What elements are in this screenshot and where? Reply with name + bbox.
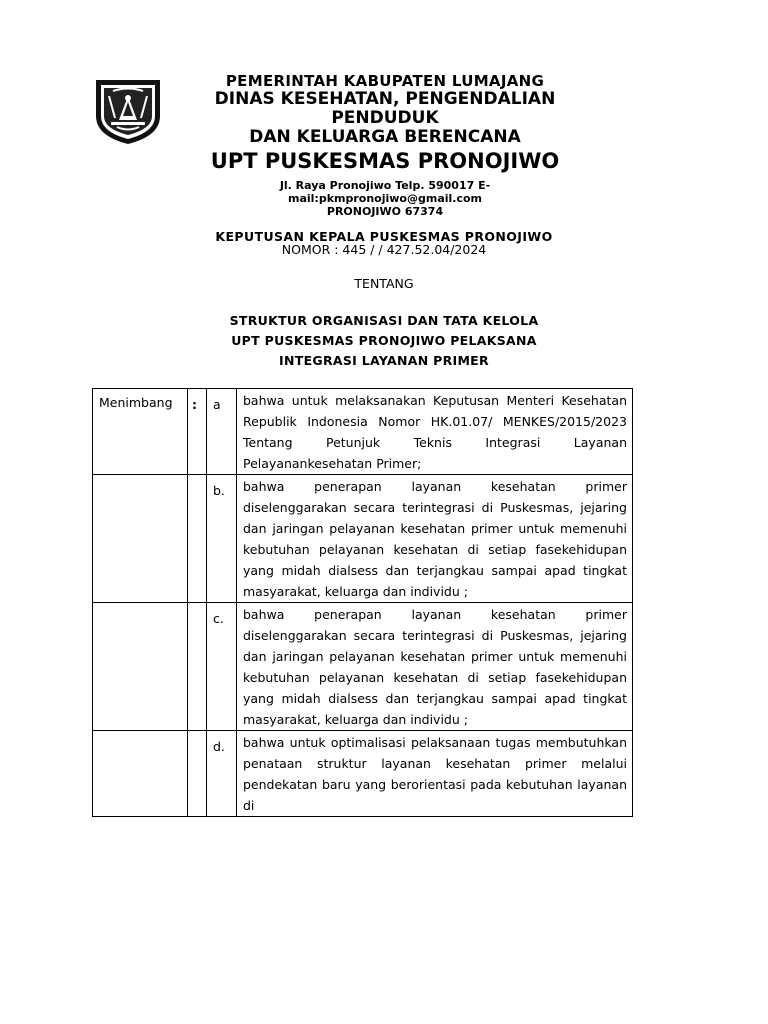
decision-number: NOMOR : 445 / / 427.52.04/2024 <box>281 242 487 257</box>
table-row <box>93 389 633 475</box>
item-text: bahwa penerapan layanan kesehatan primer diselenggarakan secara terintegrasi di Puskesmas, jejaring dan jaringan pelayanan kesehatan primer untuk memenuhi kebutuhan pelayanan kesehatan di setiap fasekehidupan yang midah dialsess dan terjangkau sampai apad tingkat masyarakat, keluarga dan individu ; <box>237 603 633 731</box>
address-block <box>235 179 535 218</box>
decision-subject <box>0 311 768 371</box>
empty-label-cell <box>93 731 188 817</box>
subject-line3: INTEGRASI LAYANAN PRIMER <box>279 353 489 368</box>
empty-colon-cell <box>188 475 207 603</box>
item-text: bahwa untuk optimalisasi pelaksanaan tugas membutuhkan penataan struktur layanan kesehatan primer melalui pendekatan baru yang berorientasi pada kebutuhan layanan di <box>237 731 633 817</box>
table-row <box>93 603 633 731</box>
empty-label-cell <box>93 603 188 731</box>
letterhead <box>170 70 600 218</box>
empty-colon-cell <box>188 731 207 817</box>
about-label: TENTANG <box>354 276 414 291</box>
item-text: bahwa untuk melaksanakan Keputusan Menteri Kesehatan Republik Indonesia Nomor HK.01.07/ MENKES/2015/2023 Tentang Petunjuk Teknis Integrasi Layanan Pelayanankesehatan Primer; <box>237 389 633 475</box>
empty-label-cell <box>93 475 188 603</box>
colon-separator: : <box>188 389 207 475</box>
agency-name-line2: PENDUDUK <box>331 108 439 128</box>
agency-name-line3: DAN KELUARGA BERENCANA <box>249 127 521 147</box>
subject-line1: STRUKTUR ORGANISASI DAN TATA KELOLA <box>229 313 539 328</box>
item-letter: b. <box>207 475 237 603</box>
agency-name-line1: DINAS KESEHATAN, PENGENDALIAN <box>214 89 556 109</box>
page-bottom-margin <box>0 940 768 1024</box>
address-line3: PRONOJIWO 67374 <box>326 205 444 218</box>
item-letter: c. <box>207 603 237 731</box>
institution-name: UPT PUSKESMAS PRONOJIWO <box>210 149 560 173</box>
considerations-table <box>92 388 633 817</box>
item-text: bahwa penerapan layanan kesehatan primer diselenggarakan secara terintegrasi di Puskesmas, jejaring dan jaringan pelayanan kesehatan primer untuk memenuhi kebutuhan pelayanan kesehatan di setiap fasekehidupan yang midah dialsess dan terjangkau sampai apad tingkat masyarakat, keluarga dan individu ; <box>237 475 633 603</box>
table-row <box>93 731 633 817</box>
government-name: PEMERINTAH KABUPATEN LUMAJANG <box>225 72 545 90</box>
address-line2: mail:pkmpronojiwo@gmail.com <box>288 192 482 205</box>
considering-label: Menimbang <box>93 389 188 475</box>
regency-coat-of-arms-logo <box>93 76 163 146</box>
decision-title: KEPUTUSAN KEPALA PUSKESMAS PRONOJIWO <box>215 229 553 244</box>
address-line1: Jl. Raya Pronojiwo Telp. 590017 E- <box>279 179 491 192</box>
item-letter: a <box>207 389 237 475</box>
item-letter: d. <box>207 731 237 817</box>
table-row <box>93 475 633 603</box>
empty-colon-cell <box>188 603 207 731</box>
subject-line2: UPT PUSKESMAS PRONOJIWO PELAKSANA <box>231 333 537 348</box>
